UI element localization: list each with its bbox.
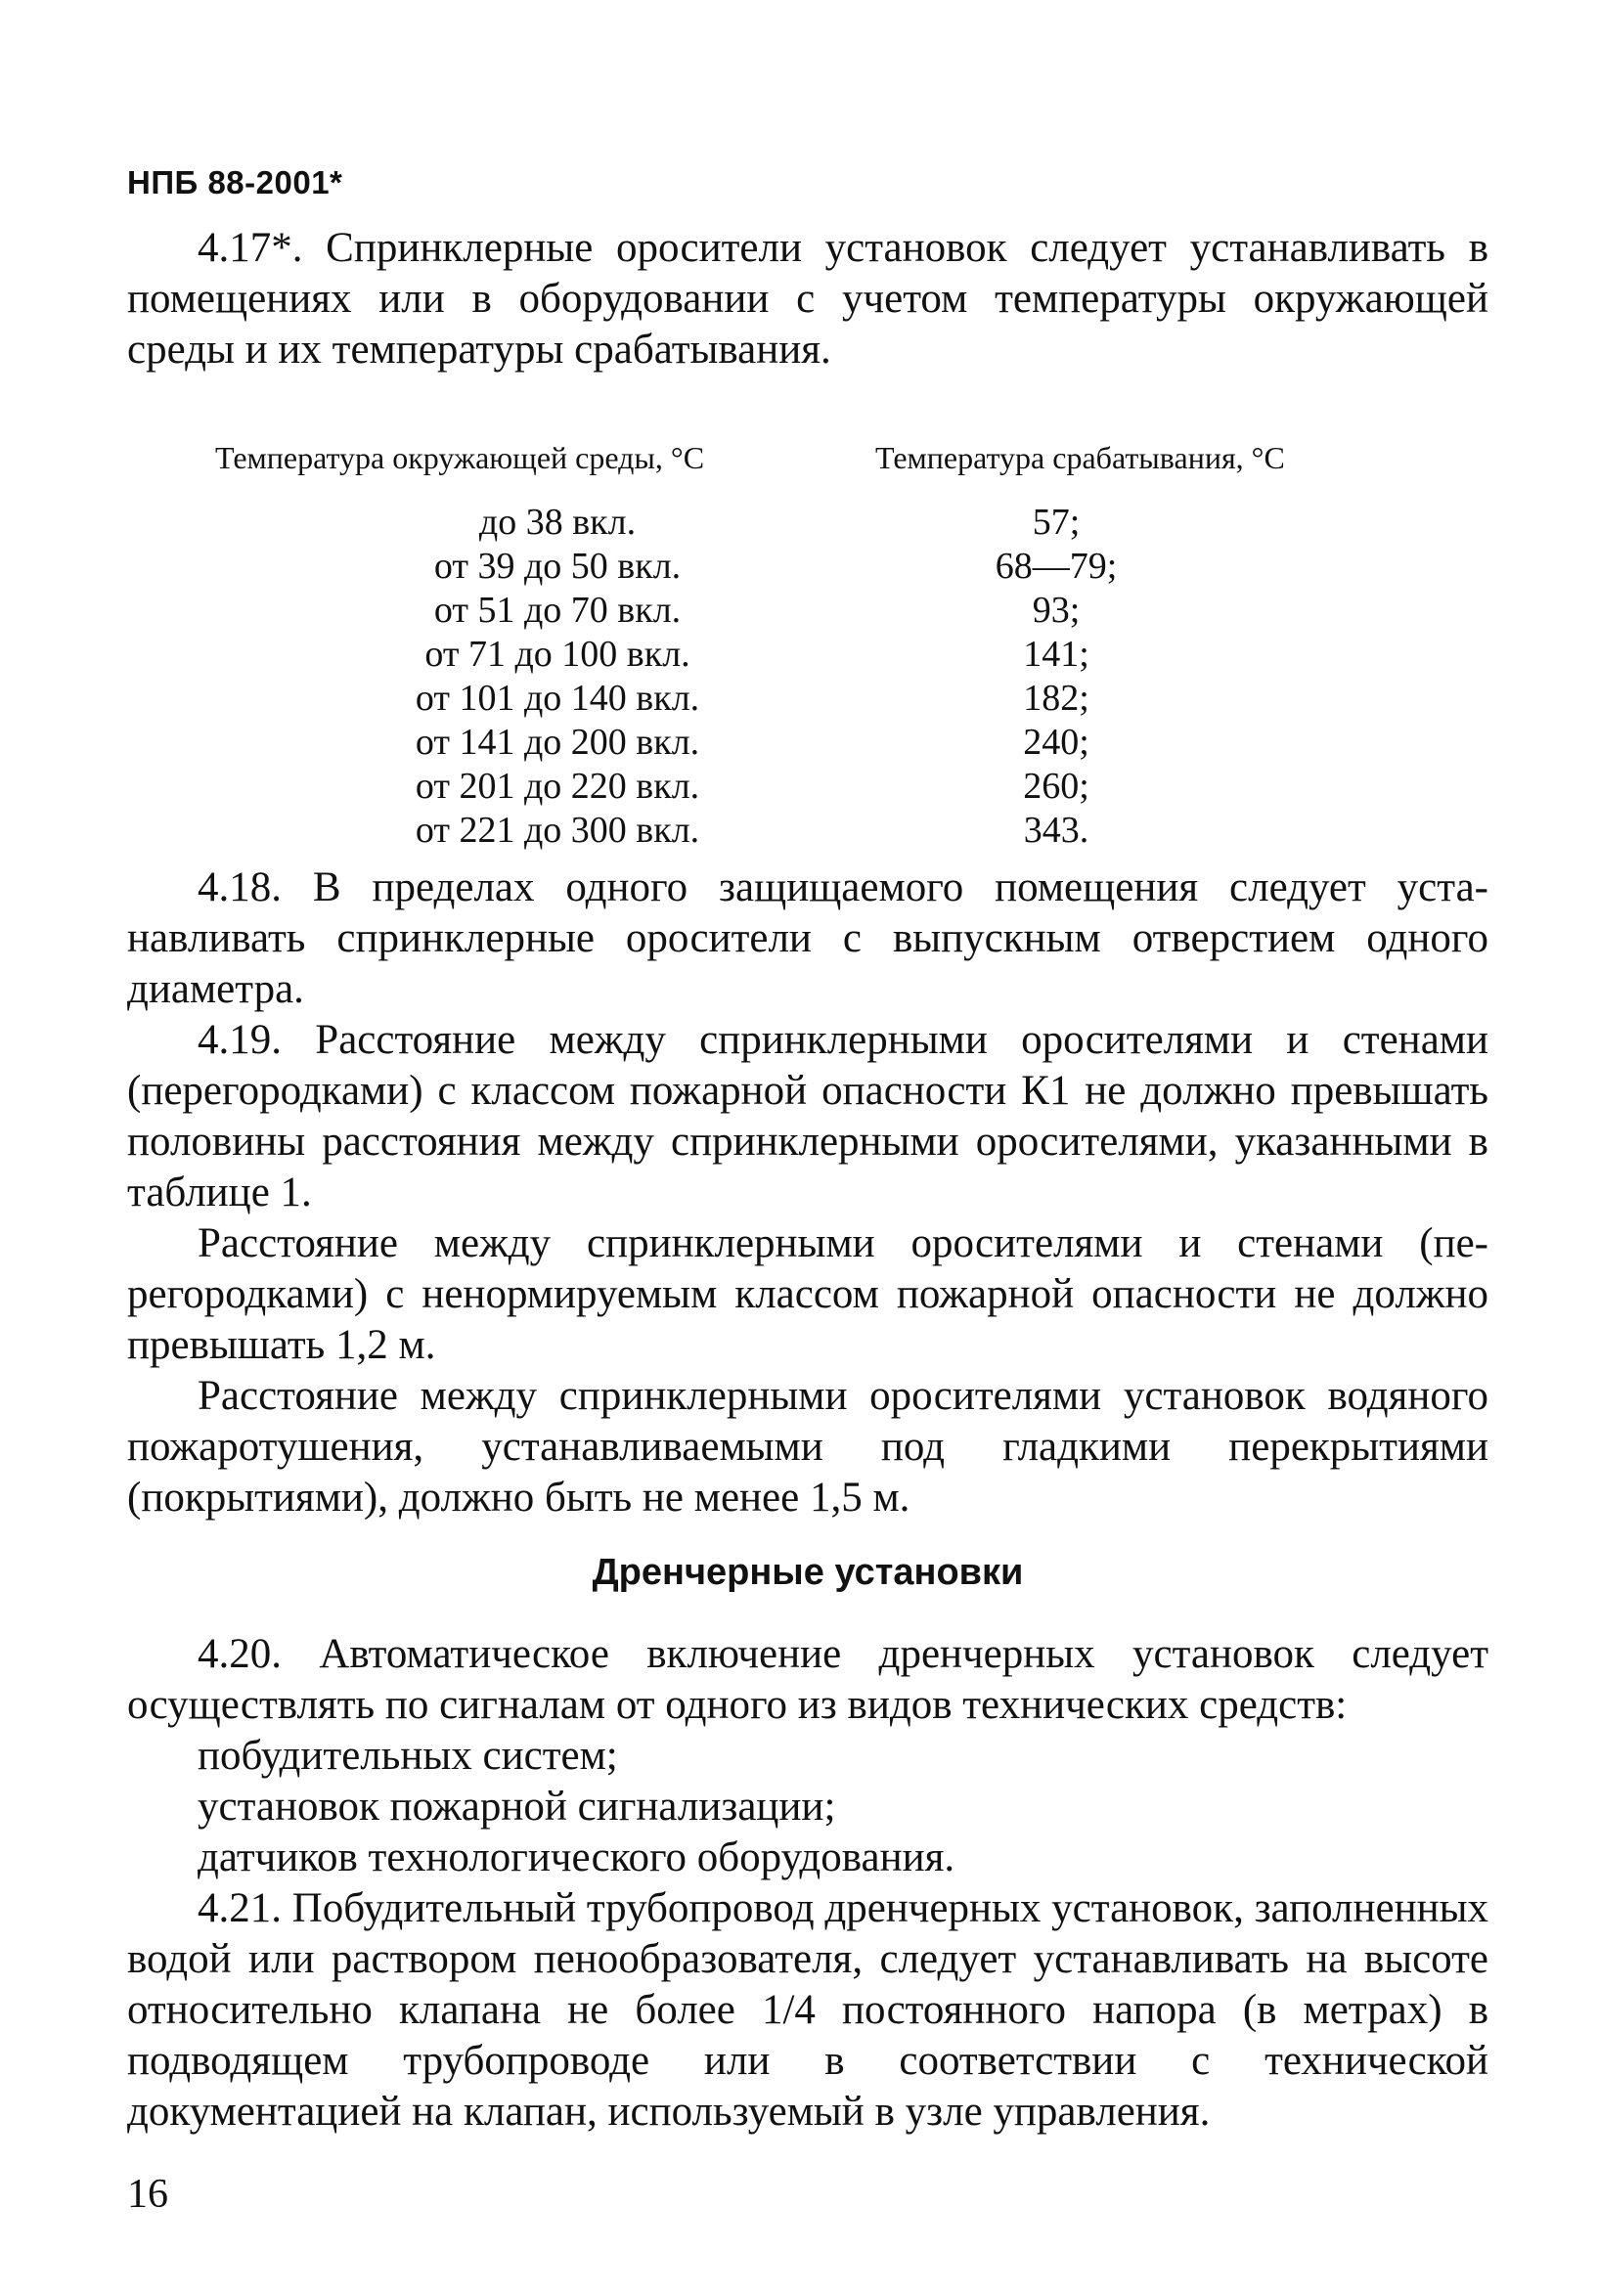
ambient-range-cell: от 39 до 50 вкл. [433, 546, 682, 587]
ambient-range-cell: от 51 до 70 вкл. [433, 590, 682, 631]
paragraph-4-17: 4.17*. Спринклерные оросители установок следует устанавливать в помещениях или в оборудовании с учетом температуры окружающей среды и их температуры срабатывания. [127, 225, 1488, 373]
table-row [284, 809, 1281, 853]
table-row [284, 633, 1281, 677]
table-row [284, 721, 1281, 765]
activation-temp-cell: 260; [1023, 766, 1089, 807]
activation-temp-cell: 57; [1032, 502, 1081, 543]
ambient-range-cell: от 101 до 140 вкл. [415, 678, 700, 719]
table-header-activation-temperature: Температура срабатывания, °С [875, 440, 1285, 475]
ambient-range-cell: от 71 до 100 вкл. [424, 634, 690, 675]
ambient-range-cell: от 221 до 300 вкл. [415, 810, 700, 851]
activation-temp-cell: 343. [1023, 810, 1089, 851]
list-item: установок пожарной сигнализации; [198, 1784, 836, 1830]
activation-temp-cell: 93; [1032, 590, 1081, 631]
document-code: НПБ 88-2001* [127, 164, 343, 200]
paragraph-4-21: 4.21. Побудительный трубопровод дренчерных установок, заполненных водой или раствором пенообразователя, следует устанавливать на высоте относительно клапана не более 1/4 постоянного напора (в метрах) в подводящем трубопроводе или в соответствии с технической документацией на клапан, используемый в узле управления. [127, 1885, 1488, 2135]
activation-temp-cell: 68—79; [995, 546, 1118, 587]
temperature-table [284, 501, 1281, 853]
activation-temp-cell: 182; [1023, 678, 1089, 719]
table-header-ambient-temperature: Температура окружающей среды, °С [215, 440, 705, 475]
list-item: датчиков технологического оборудования. [198, 1834, 955, 1880]
paragraph-4-20: 4.20. Автоматическое включение дренчерных установок следует осуществлять по сигналам от одного из видов технических средств: [127, 1631, 1488, 1728]
section-title: Дренчерные установки [592, 1552, 1024, 1593]
activation-temp-cell: 141; [1023, 634, 1089, 675]
paragraph-4-18: 4.18. В пределах одного защищаемого помещения следует устанавливать спринклерные оросители с выпускным отверстием одного диаметра. [127, 864, 1488, 1012]
paragraph-4-19: 4.19. Расстояние между спринклерными оросителями и стенами (перегородками) с классом пожарной опасности К1 не должно превышать половины расстояния между спринклерными оросителями, указанными в таблице 1. [127, 1017, 1488, 1215]
paragraph-4-19-wall-distance: Расстояние между спринклерными оросителями и стенами (перегородками) с ненормируемым классом пожарной опасности не должно превышать 1,2 м. [127, 1220, 1488, 1368]
table-row [284, 677, 1281, 721]
ambient-range-cell: до 38 вкл. [478, 502, 637, 543]
activation-temp-cell: 240; [1023, 722, 1089, 763]
ambient-range-cell: от 141 до 200 вкл. [415, 722, 700, 763]
ambient-range-cell: от 201 до 220 вкл. [415, 766, 700, 807]
page-number: 16 [127, 2172, 168, 2217]
table-row [284, 765, 1281, 809]
table-row [284, 589, 1281, 633]
list-item: побудительных систем; [198, 1733, 618, 1779]
table-row [284, 545, 1281, 589]
paragraph-4-19-min-distance: Расстояние между спринклерными оросителями установок водяного пожаротушения, устанавливаемыми под гладкими перекрытиями (покрытиями), должно быть не менее 1,5 м. [127, 1373, 1488, 1521]
table-row [284, 501, 1281, 545]
